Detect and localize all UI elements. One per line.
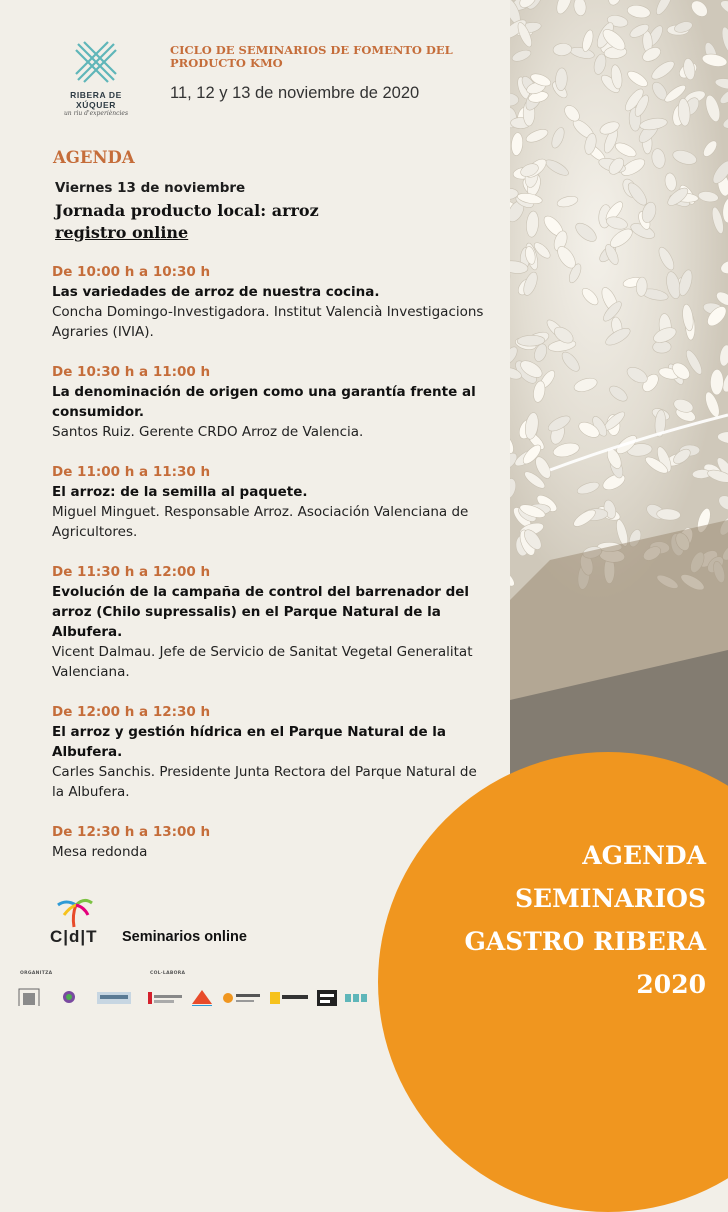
session-item: [52, 562, 492, 682]
session-title: El arroz: de la semilla al paquete.: [52, 484, 308, 500]
session-speaker: Vicent Dalmau. Jefe de Servicio de Sanitat Vegetal Generalitat Valenciana.: [52, 644, 473, 680]
session-item: [52, 362, 492, 442]
cdt-logo: [48, 897, 114, 949]
organiza-label: ORGANITZA: [20, 971, 53, 976]
sponsor-logo-7: [270, 988, 310, 1006]
agenda-day: Viernes 13 de noviembre: [55, 180, 246, 196]
ribera-logo: [50, 40, 142, 117]
sponsor-logo-4: [148, 988, 184, 1006]
banner-line-year: 2020: [636, 970, 706, 999]
sponsor-logo-9: [344, 988, 374, 1006]
jornada-title: Jornada producto local: arroz: [55, 201, 319, 220]
sponsor-logo-1: [18, 988, 40, 1006]
session-speaker: Concha Domingo-Investigadora. Institut Valencià Investigacions Agraries (IVIA).: [52, 304, 484, 340]
cycle-title: CICLO DE SEMINARIOS DE FOMENTO DEL PRODUCTO KMO: [170, 43, 453, 70]
session-title: Las variedades de arroz de nuestra cocina.: [52, 284, 380, 300]
session-item: [52, 262, 492, 342]
rice-photo: [510, 0, 728, 800]
session-item: [52, 702, 492, 802]
session-time: De 10:30 h a 11:00 h: [52, 364, 211, 380]
sponsor-logo-3: [96, 988, 132, 1006]
session-item: [52, 822, 492, 862]
logo-name: RIBERA DE XÚQUER: [70, 90, 122, 110]
registro-online-link[interactable]: registro online: [55, 223, 189, 242]
session-title: La denominación de origen como una garantía frente al consumidor.: [52, 384, 476, 420]
session-title: El arroz y gestión hídrica en el Parque Natural de la Albufera.: [52, 724, 447, 760]
agenda-heading: AGENDA: [53, 148, 135, 167]
sponsor-logo-2: [58, 988, 80, 1006]
session-time: De 11:30 h a 12:00 h: [52, 564, 211, 580]
cdt-text: C|d|T: [50, 927, 98, 946]
banner-line-seminarios: SEMINARIOS: [514, 884, 706, 913]
session-list: [52, 262, 492, 882]
colabora-label: COL·LABORA: [150, 971, 186, 976]
session-speaker: Mesa redonda: [52, 844, 148, 860]
sponsor-logo-5: [190, 988, 216, 1006]
banner-line-agenda: AGENDA: [582, 841, 706, 870]
rice-grains-image: [510, 0, 728, 800]
banner-line-gastro-ribera: GASTRO RIBERA: [464, 927, 706, 956]
session-time: De 12:00 h a 12:30 h: [52, 704, 211, 720]
session-time: De 11:00 h a 11:30 h: [52, 464, 211, 480]
sponsor-logo-8: [316, 988, 338, 1006]
session-time: De 10:00 h a 10:30 h: [52, 264, 211, 280]
logo-tagline: un riu d'experiències: [63, 110, 129, 117]
sponsor-logo-6: [222, 988, 262, 1006]
palm-tree-icon: [54, 897, 94, 929]
ribera-x-logo-icon: [74, 40, 118, 84]
session-speaker: Santos Ruiz. Gerente CRDO Arroz de Valencia.: [52, 424, 364, 440]
session-speaker: Miguel Minguet. Responsable Arroz. Asociación Valenciana de Agricultores.: [52, 504, 469, 540]
session-title: Evolución de la campaña de control del barrenador del arroz (Chilo supressalis) en el Parque Natural de la Albufera.: [52, 584, 470, 640]
cycle-dates: 11, 12 y 13 de noviembre de 2020: [170, 84, 420, 102]
seminarios-online-label: Seminarios online: [122, 929, 247, 945]
session-item: [52, 462, 492, 542]
session-time: De 12:30 h a 13:00 h: [52, 824, 211, 840]
session-speaker: Carles Sanchis. Presidente Junta Rectora del Parque Natural de la Albufera.: [52, 764, 477, 800]
